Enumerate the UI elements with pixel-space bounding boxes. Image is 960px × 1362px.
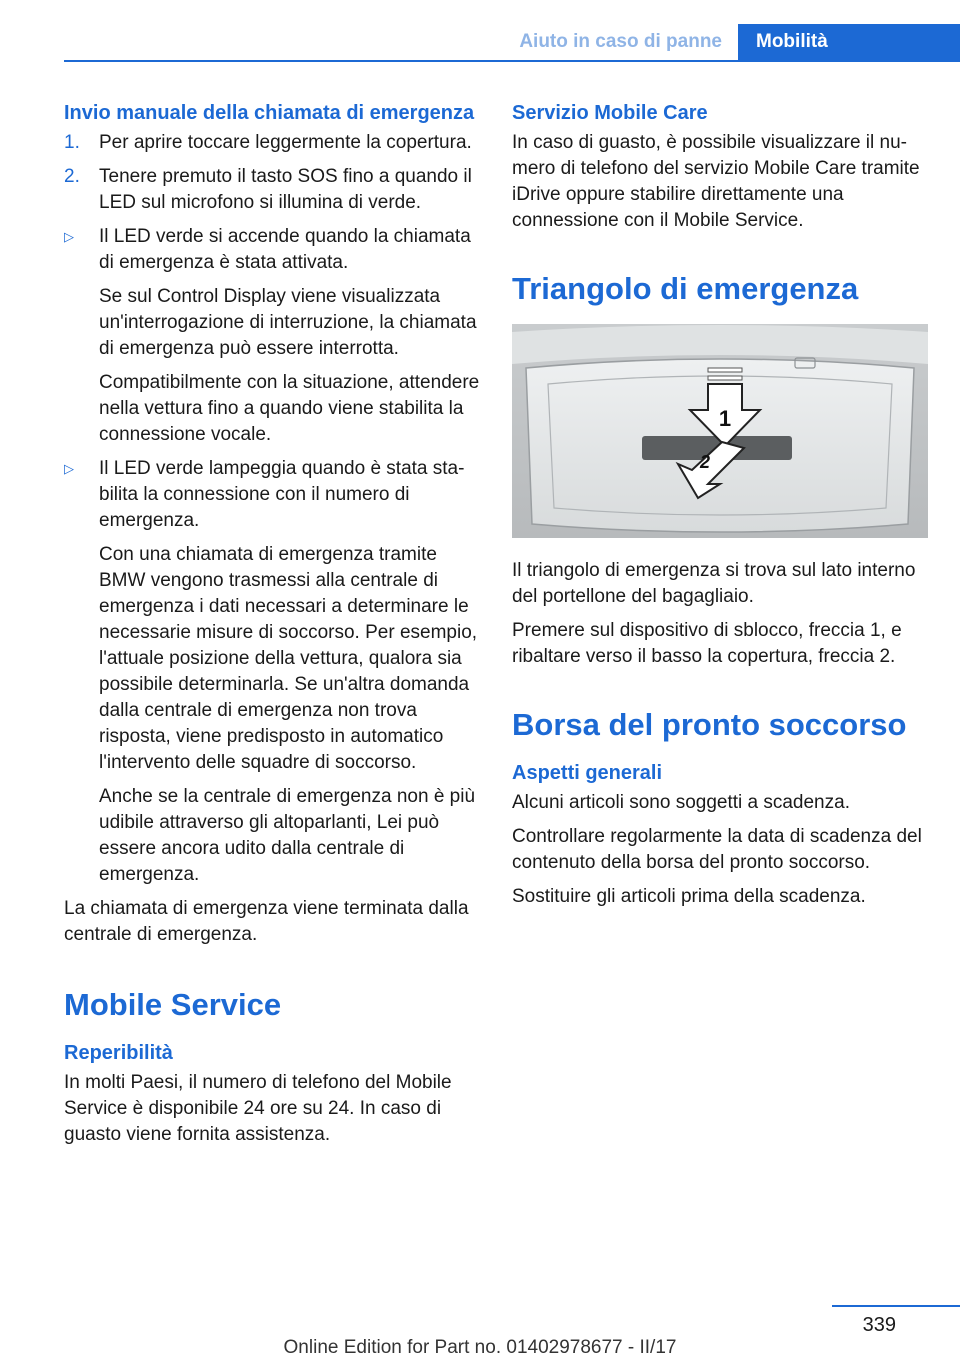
step-text: Tenere premuto il tasto SOS fino a quando il LED sul microfono si illumina di verde. <box>99 166 472 213</box>
triangolo-paragraph: Il triangolo di emergenza si trova sul lato interno del portellone del bagagliaio. <box>512 560 916 607</box>
bullet-paragraph: Compatibilmente con la situazione, attendere nella vettura fino a quando viene stabilita la connessione vocale. <box>99 372 480 445</box>
heading-triangolo: Triangolo di emergenza <box>512 271 859 306</box>
borsa-paragraph: Alcuni articoli sono soggetti a scadenza. <box>512 792 850 813</box>
right-column <box>512 100 928 918</box>
heading-mobile-service: Mobile Service <box>64 987 282 1022</box>
chapter-tab[interactable]: Mobilità <box>738 24 960 60</box>
bullet-paragraph: Anche se la centrale di emergenza non è più udibile attraverso gli altoparlanti, Lei può essere ancora udito dalla centrale di emergenza. <box>99 786 476 885</box>
borsa-paragraph: Controllare regolarmente la data di scadenza del contenuto della borsa del pronto soccorso. <box>512 826 922 873</box>
mobile-care-paragraph: In caso di guasto, è possibile visualizzare il numero di telefono del servizio Mobile Care tramite iDrive oppure stabilire direttamente una connessione con il Mobile Service. <box>512 132 920 231</box>
bullet-paragraph: Se sul Control Display viene visualizzata un'interrogazione di interruzione, la chiamata di emergenza può essere interrotta. <box>99 286 477 359</box>
triangolo-paragraph: Premere sul dispositivo di sblocco, freccia 1, e ribaltare verso il basso la copertura, freccia 2. <box>512 620 902 667</box>
bullet-led-on <box>64 224 480 448</box>
triangle-right-icon: ▷ <box>64 229 74 244</box>
step-2 <box>64 164 480 216</box>
arrow-1-label: 1 <box>718 406 732 431</box>
arrow-stripe <box>708 376 742 380</box>
edition-footer: Online Edition for Part no. 01402978677 - II/17 <box>283 1337 677 1358</box>
heading-borsa: Borsa del pronto soccorso <box>512 707 907 742</box>
header-rule <box>64 60 960 62</box>
arrow-2-label: 2 <box>699 452 711 472</box>
closing-paragraph: La chiamata di emergenza viene terminata dalla centrale di emergenza. <box>64 898 469 945</box>
heading-mobile-care: Servizio Mobile Care <box>512 102 708 124</box>
heading-reperibilita: Reperibilità <box>64 1042 173 1064</box>
step-text: Per aprire toccare leggermente la copertura. <box>99 132 472 153</box>
heading-manual-call: Invio manuale della chiamata di emergenza <box>64 102 475 124</box>
left-column <box>64 100 480 1156</box>
heading-aspetti-generali: Aspetti generali <box>512 762 663 784</box>
page-number-rule <box>832 1305 960 1307</box>
step-number: 1. <box>64 132 80 153</box>
bullet-text: Il LED verde lampeggia quando è stata stabilita la connessione con il numero di emergenza. <box>99 458 465 531</box>
section-tab[interactable]: Aiuto in caso di panne <box>519 31 722 52</box>
borsa-paragraph: Sostituire gli articoli prima della scadenza. <box>512 886 866 907</box>
step-1 <box>64 130 480 156</box>
step-number: 2. <box>64 166 80 187</box>
reperibilita-paragraph: In molti Paesi, il numero di telefono del Mobile Service è disponibile 24 ore su 24. In caso di guasto viene fornita assistenza. <box>64 1072 452 1145</box>
page-number: 339 <box>862 1314 896 1336</box>
bullet-text: Il LED verde si accende quando la chiamata di emergenza è stata attivata. <box>99 226 471 273</box>
bullet-paragraph: Con una chiamata di emergenza tramite BMW vengono trasmessi alla centrale di emergenza i dati necessari a determinare le necessarie misure di soccorso. Per esempio, l'attuale posizione della vettura, qualora sia possibile determinarla. Se un'altra domanda dalla centrale di emergenza non trova risposta, viene predisposto in automatico l'intervento delle squadre di soccorso. <box>99 544 478 773</box>
trunk-lid-figure <box>512 324 928 538</box>
arrow-stripe <box>708 368 742 372</box>
page-header <box>64 24 960 62</box>
bullet-led-blink <box>64 456 480 888</box>
triangle-right-icon: ▷ <box>64 461 74 476</box>
